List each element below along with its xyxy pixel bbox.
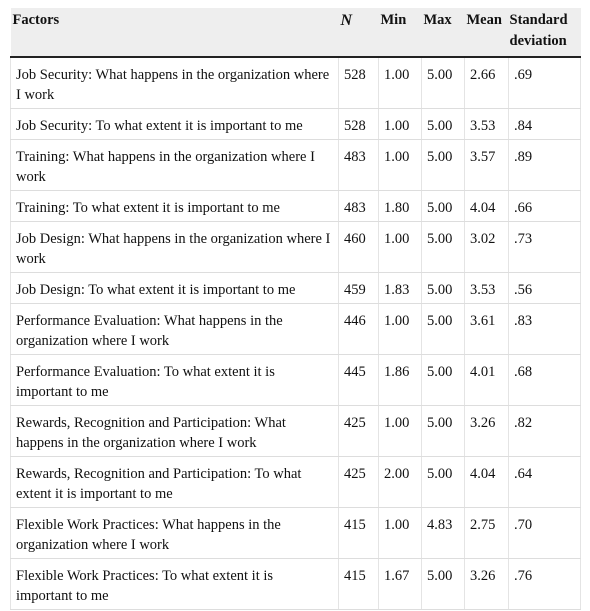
cell-min: 1.00 bbox=[379, 57, 422, 109]
cell-max: 5.00 bbox=[422, 457, 465, 508]
cell-factor: Job Security: What happens in the organization where I work bbox=[11, 57, 339, 109]
cell-mean: 3.57 bbox=[465, 140, 509, 191]
header-sd-line2: deviation bbox=[509, 33, 567, 49]
header-min: Min bbox=[379, 8, 422, 57]
cell-max: 5.00 bbox=[422, 406, 465, 457]
cell-factor: Rewards, Recognition and Participation: To what extent it is important to me bbox=[11, 457, 339, 508]
header-sd-line1: Standard bbox=[509, 12, 568, 28]
cell-n: 415 bbox=[339, 559, 379, 610]
header-n: N bbox=[339, 8, 379, 57]
cell-max: 5.00 bbox=[422, 191, 465, 222]
cell-max: 5.00 bbox=[422, 57, 465, 109]
cell-max: 5.00 bbox=[422, 109, 465, 140]
cell-n: 459 bbox=[339, 273, 379, 304]
cell-n: 483 bbox=[339, 140, 379, 191]
header-mean: Mean bbox=[465, 8, 509, 57]
cell-n: 483 bbox=[339, 191, 379, 222]
descriptive-statistics-table bbox=[10, 8, 581, 610]
cell-mean: 3.61 bbox=[465, 304, 509, 355]
cell-min: 1.83 bbox=[379, 273, 422, 304]
table-container bbox=[10, 8, 580, 610]
cell-factor: Performance Evaluation: To what extent it is important to me bbox=[11, 355, 339, 406]
table-row bbox=[11, 559, 581, 610]
cell-n: 425 bbox=[339, 457, 379, 508]
header-factors: Factors bbox=[11, 8, 339, 57]
cell-mean: 4.04 bbox=[465, 191, 509, 222]
cell-min: 1.00 bbox=[379, 406, 422, 457]
cell-factor: Flexible Work Practices: To what extent it is important to me bbox=[11, 559, 339, 610]
cell-max: 5.00 bbox=[422, 140, 465, 191]
cell-sd: .83 bbox=[509, 304, 581, 355]
cell-sd: .56 bbox=[509, 273, 581, 304]
cell-mean: 2.66 bbox=[465, 57, 509, 109]
cell-factor: Training: What happens in the organization where I work bbox=[11, 140, 339, 191]
cell-mean: 3.53 bbox=[465, 109, 509, 140]
cell-n: 528 bbox=[339, 57, 379, 109]
cell-factor: Rewards, Recognition and Participation: What happens in the organization where I work bbox=[11, 406, 339, 457]
table-row bbox=[11, 304, 581, 355]
cell-max: 5.00 bbox=[422, 559, 465, 610]
cell-sd: .70 bbox=[509, 508, 581, 559]
cell-sd: .84 bbox=[509, 109, 581, 140]
cell-mean: 2.75 bbox=[465, 508, 509, 559]
cell-factor: Job Design: What happens in the organization where I work bbox=[11, 222, 339, 273]
table-row bbox=[11, 273, 581, 304]
table-row bbox=[11, 57, 581, 109]
table-row bbox=[11, 140, 581, 191]
cell-factor: Training: To what extent it is important to me bbox=[11, 191, 339, 222]
cell-min: 2.00 bbox=[379, 457, 422, 508]
cell-factor: Flexible Work Practices: What happens in the organization where I work bbox=[11, 508, 339, 559]
cell-mean: 4.01 bbox=[465, 355, 509, 406]
cell-sd: .66 bbox=[509, 191, 581, 222]
cell-sd: .69 bbox=[509, 57, 581, 109]
table-row bbox=[11, 508, 581, 559]
cell-n: 415 bbox=[339, 508, 379, 559]
cell-n: 528 bbox=[339, 109, 379, 140]
cell-sd: .68 bbox=[509, 355, 581, 406]
cell-mean: 3.26 bbox=[465, 559, 509, 610]
table-header bbox=[11, 8, 581, 57]
table-row bbox=[11, 355, 581, 406]
cell-min: 1.00 bbox=[379, 140, 422, 191]
table-row bbox=[11, 457, 581, 508]
header-row bbox=[11, 8, 581, 57]
table-body bbox=[11, 57, 581, 610]
cell-sd: .82 bbox=[509, 406, 581, 457]
cell-sd: .76 bbox=[509, 559, 581, 610]
header-max: Max bbox=[422, 8, 465, 57]
cell-max: 5.00 bbox=[422, 222, 465, 273]
cell-factor: Job Design: To what extent it is important to me bbox=[11, 273, 339, 304]
cell-min: 1.80 bbox=[379, 191, 422, 222]
table-row bbox=[11, 222, 581, 273]
cell-max: 4.83 bbox=[422, 508, 465, 559]
table-row bbox=[11, 191, 581, 222]
cell-min: 1.67 bbox=[379, 559, 422, 610]
cell-min: 1.00 bbox=[379, 109, 422, 140]
table-row bbox=[11, 406, 581, 457]
cell-factor: Job Security: To what extent it is important to me bbox=[11, 109, 339, 140]
header-standard-deviation bbox=[509, 8, 581, 57]
cell-sd: .73 bbox=[509, 222, 581, 273]
cell-mean: 3.53 bbox=[465, 273, 509, 304]
cell-min: 1.00 bbox=[379, 304, 422, 355]
cell-min: 1.00 bbox=[379, 508, 422, 559]
table-row bbox=[11, 109, 581, 140]
cell-max: 5.00 bbox=[422, 304, 465, 355]
cell-max: 5.00 bbox=[422, 273, 465, 304]
cell-sd: .64 bbox=[509, 457, 581, 508]
cell-n: 446 bbox=[339, 304, 379, 355]
cell-n: 425 bbox=[339, 406, 379, 457]
cell-mean: 3.02 bbox=[465, 222, 509, 273]
cell-min: 1.86 bbox=[379, 355, 422, 406]
cell-n: 445 bbox=[339, 355, 379, 406]
cell-max: 5.00 bbox=[422, 355, 465, 406]
cell-mean: 3.26 bbox=[465, 406, 509, 457]
cell-n: 460 bbox=[339, 222, 379, 273]
cell-min: 1.00 bbox=[379, 222, 422, 273]
cell-mean: 4.04 bbox=[465, 457, 509, 508]
cell-sd: .89 bbox=[509, 140, 581, 191]
cell-factor: Performance Evaluation: What happens in the organization where I work bbox=[11, 304, 339, 355]
